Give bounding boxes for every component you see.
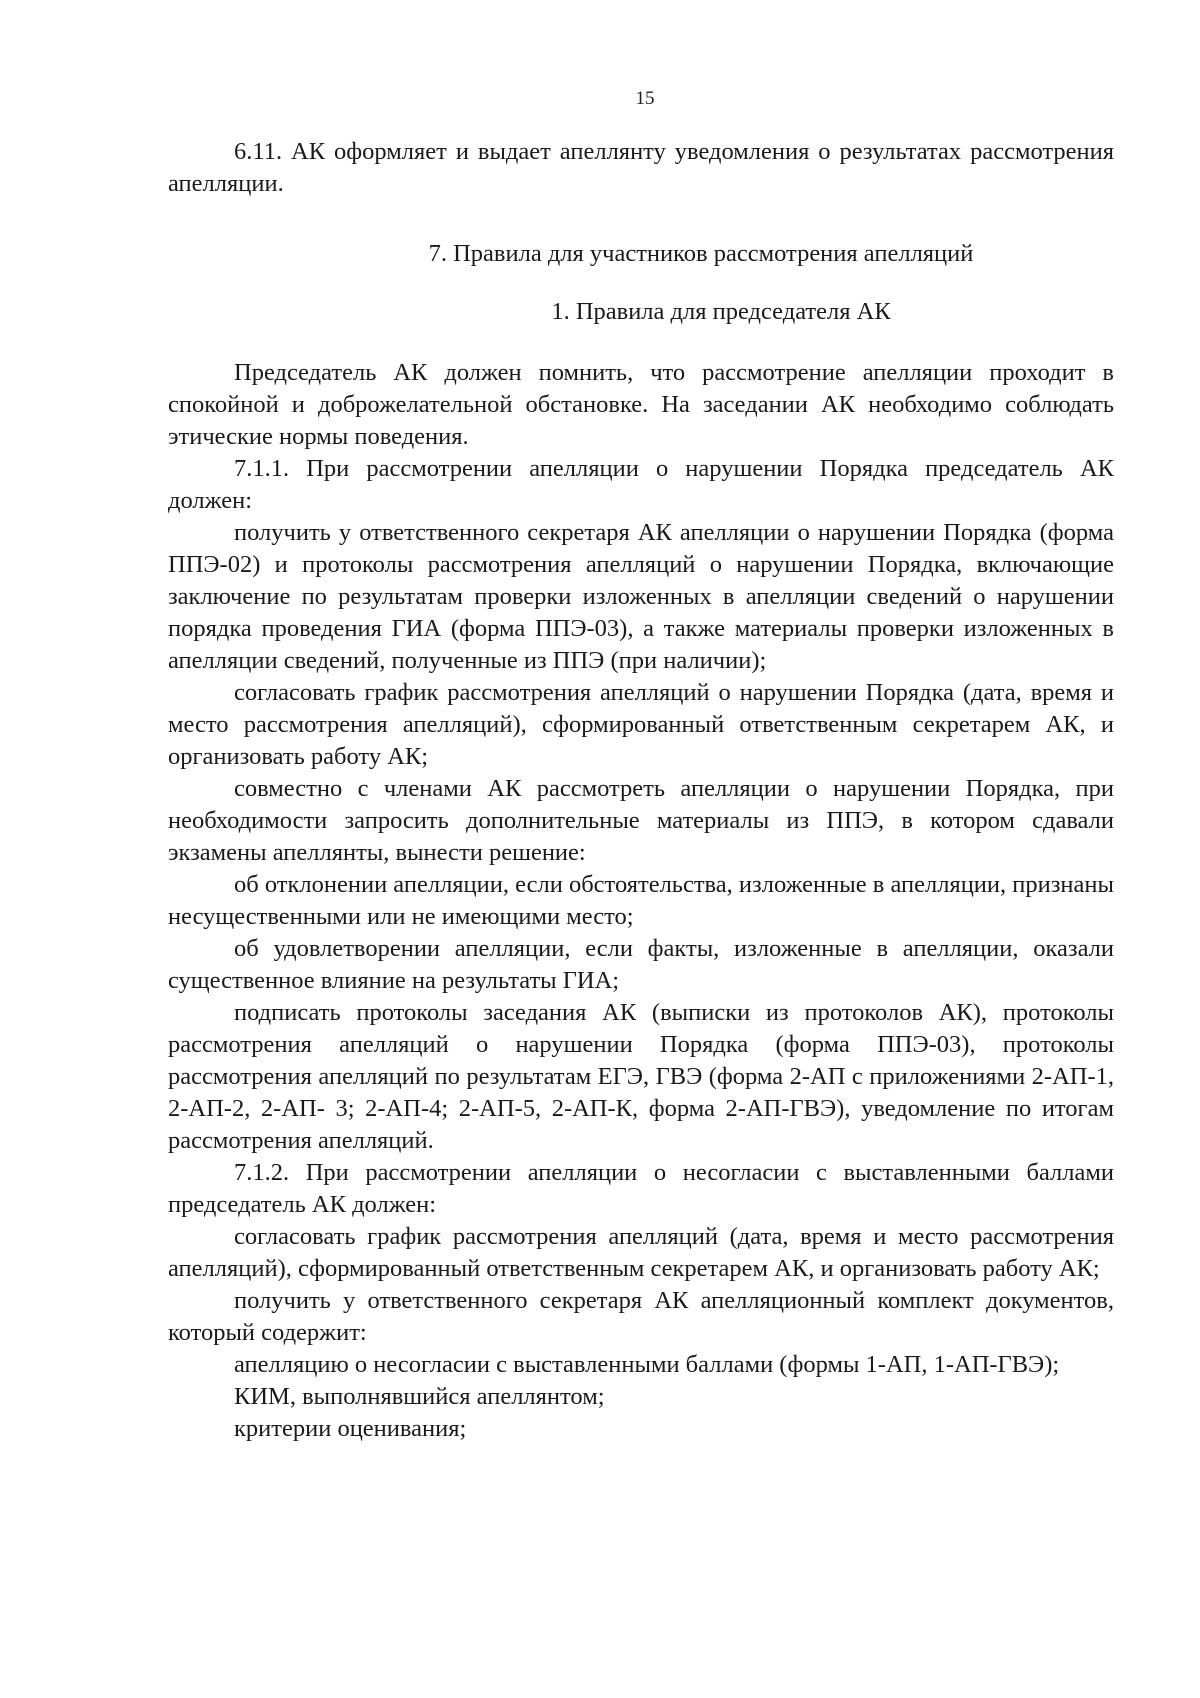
paragraph-agree-schedule-2: согласовать график рассмотрения апелляций (дата, время и место рассмотрения апелляций), сформированный ответственным секретарем АК, и организовать работу АК; bbox=[168, 1223, 1114, 1282]
paragraph-jointly-review: совместно с членами АК рассмотреть апелляции о нарушении Порядка, при необходимости запросить дополнительные материалы из ППЭ, в котором сдавали экзамены апеллянты, вынести решение: bbox=[168, 775, 1114, 866]
paragraph-satisfy: об удовлетворении апелляции, если факты, изложенные в апелляции, оказали существенное влияние на результаты ГИА; bbox=[168, 935, 1114, 994]
paragraph-appeal-form: апелляцию о несогласии с выставленными баллами (формы 1-АП, 1-АП-ГВЭ); bbox=[234, 1351, 1060, 1378]
paragraph-intro: Председатель АК должен помнить, что рассмотрение апелляции проходит в спокойной и доброжелательной обстановке. На заседании АК необходимо соблюдать этические нормы поведения. bbox=[168, 359, 1114, 450]
paragraph-kim: КИМ, выполнявшийся апеллянтом; bbox=[234, 1383, 605, 1410]
paragraph-sign: подписать протоколы заседания АК (выписки из протоколов АК), протоколы рассмотрения апелляций о нарушении Порядка (форма ППЭ-03), протоколы рассмотрения апелляций по результатам ЕГЭ, ГВЭ (форма 2-АП с приложениями 2-АП-1, 2-АП-2, 2-АП- 3; 2-АП-4; 2-АП-5, 2-АП-К, форма 2-АП-ГВЭ), уведомление по итогам рассмотрения апелляций. bbox=[168, 999, 1114, 1154]
paragraph-agree-schedule: согласовать график рассмотрения апелляций о нарушении Порядка (дата, время и место рассмотрения апелляций), сформированный ответственным секретарем АК, и организовать работу АК; bbox=[168, 679, 1114, 770]
paragraph-criteria: критерии оценивания; bbox=[234, 1415, 467, 1442]
page-number: 15 bbox=[635, 88, 655, 109]
paragraph-6-11: 6.11. АК оформляет и выдает апеллянту уведомления о результатах рассмотрения апелляции. bbox=[168, 138, 1114, 197]
paragraph-get-docs: получить у ответственного секретаря АК апелляции о нарушении Порядка (форма ППЭ-02) и протоколы рассмотрения апелляций о нарушении Порядка, включающие заключение по результатам проверки изложенных в апелляции сведений о нарушении порядка проведения ГИА (форма ППЭ-03), а также материалы проверки изложенных в апелляции сведений, полученные из ППЭ (при наличии); bbox=[168, 519, 1114, 674]
paragraph-reject: об отклонении апелляции, если обстоятельства, изложенные в апелляции, признаны несущественными или не имеющими место; bbox=[168, 871, 1114, 930]
paragraph-7-1-2: 7.1.2. При рассмотрении апелляции о несогласии с выставленными баллами председатель АК должен: bbox=[168, 1159, 1114, 1218]
subsection-heading-7-1: 1. Правила для председателя АК bbox=[551, 298, 891, 325]
paragraph-get-kit: получить у ответственного секретаря АК апелляционный комплект документов, который содержит: bbox=[168, 1287, 1114, 1346]
paragraph-7-1-1: 7.1.1. При рассмотрении апелляции о нарушении Порядка председатель АК должен: bbox=[168, 455, 1114, 514]
section-heading-7: 7. Правила для участников рассмотрения апелляций bbox=[428, 240, 974, 267]
document-body bbox=[168, 136, 1114, 1445]
